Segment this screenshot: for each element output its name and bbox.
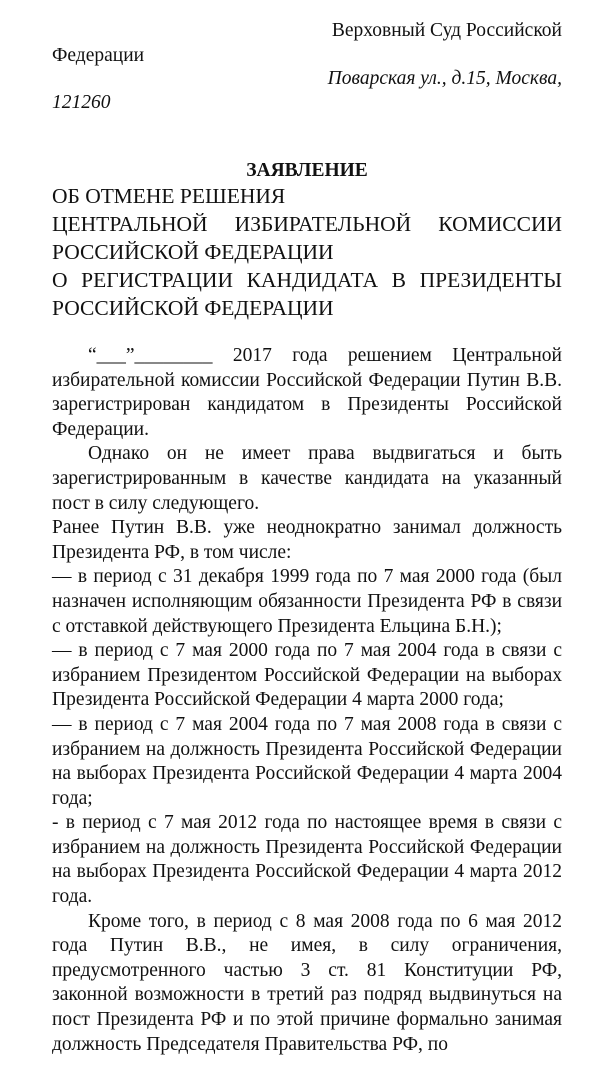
document-body xyxy=(52,344,562,1057)
body-paragraph: — в период с 31 декабря 1999 года по 7 мая 2000 года (был назначен исполняющим обязанности Президента РФ в связи с отставкой действующего Президента Ельцина Б.Н.); xyxy=(52,566,562,637)
addressee-street-line2: 121260 xyxy=(52,92,111,113)
subject-line: ОБ ОТМЕНЕ РЕШЕНИЯ xyxy=(52,184,286,208)
subject-line: О РЕГИСТРАЦИИ КАНДИДАТА В ПРЕЗИДЕНТЫ xyxy=(52,268,562,292)
body-paragraph: “___”________ 2017 года решением Центральной избирательной комиссии Российской Федерации Путин В.В. зарегистрирован кандидатом в Президенты Российской Федерации. xyxy=(52,345,562,440)
subject-line: ЦЕНТРАЛЬНОЙ ИЗБИРАТЕЛЬНОЙ КОМИССИИ xyxy=(52,212,562,236)
addressee-court-line2: Федерации xyxy=(52,45,145,66)
body-paragraph: Ранее Путин В.В. уже неоднократно занимал должность Президента РФ, в том числе: xyxy=(52,517,562,563)
document-subject xyxy=(52,182,562,322)
body-paragraph: - в период с 7 мая 2012 года по настоящее время в связи с избранием на должность Президента Российской Федерации на выборах Президента Российской Федерации 4 марта 2012 года. xyxy=(52,812,562,908)
body-paragraph: Кроме того, в период с 8 мая 2008 года по 6 мая 2012 года Путин В.В., не имея, в силу ограничения, предусмотренного частью 3 ст. 81 Конституции РФ, законной возможности в третий раз подряд выдвинуться на пост Президента РФ и по этой причине формально занимая должность Председателя Правительства РФ, по xyxy=(52,910,562,1055)
document-title: ЗАЯВЛЕНИЕ xyxy=(246,160,368,181)
addressee-court-line1: Верховный Суд Российской xyxy=(331,20,562,41)
body-paragraph: — в период с 7 мая 2000 года по 7 мая 2004 года в связи с избранием Президентом Российской Федерации на выборах Президента Российской Федерации 4 марта 2000 года; xyxy=(52,640,562,711)
subject-line: РОССИЙСКОЙ ФЕДЕРАЦИИ xyxy=(52,240,334,264)
body-paragraph: Однако он не имеет права выдвигаться и быть зарегистрированным в качестве кандидата на указанный пост в силу следующего. xyxy=(52,443,562,514)
body-paragraph: — в период с 7 мая 2004 года по 7 мая 2008 года в связи с избранием на должность Президента Российской Федерации на выборах Президента Российской Федерации 4 марта 2004 года; xyxy=(52,713,562,809)
document-page xyxy=(52,0,562,1092)
addressee-street-line1: Поварская ул., д.15, Москва, xyxy=(327,68,562,89)
subject-line: РОССИЙСКОЙ ФЕДЕРАЦИИ xyxy=(52,296,334,320)
